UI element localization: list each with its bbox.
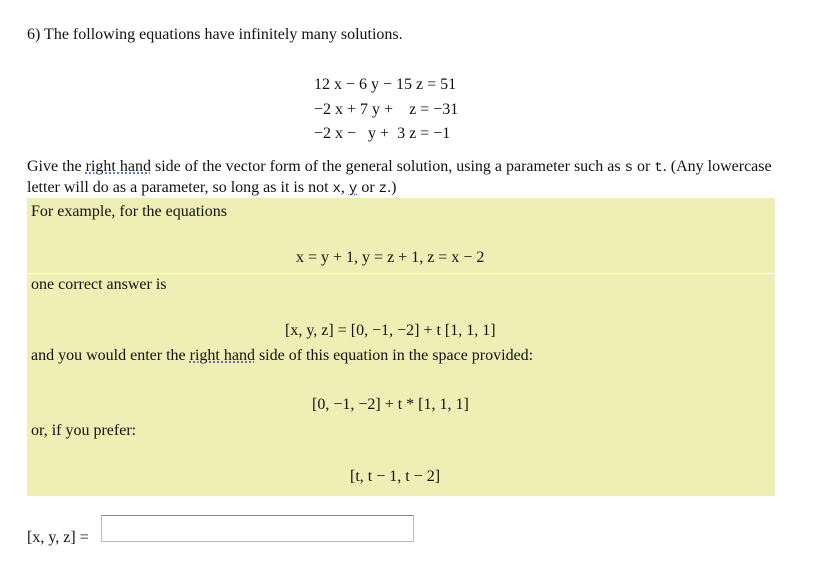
- variable-x: x: [332, 181, 341, 197]
- example-vector-form: [x, y, z] = [0, −1, −2] + t [1, 1, 1]: [285, 322, 496, 339]
- example-intro: For example, for the equations: [31, 203, 227, 220]
- instructions-part: side of the vector form of the general solution, using a parameter such as: [150, 158, 625, 175]
- enter-instruction-part: side of this equation in the space provided:: [254, 347, 534, 364]
- or-prefer-label: or, if you prefer:: [31, 422, 137, 439]
- variable-y: y: [348, 181, 358, 197]
- instructions-part: or: [633, 158, 655, 175]
- example-equations: x = y + 1, y = z + 1, z = x − 2: [296, 249, 485, 266]
- instructions-part: or: [357, 179, 379, 196]
- instructions-part: ,: [340, 179, 349, 196]
- parameter-t: t: [654, 160, 663, 176]
- instructions-part: . (Any lowercase letter will do as a parameter, so long as it is not: [27, 158, 772, 196]
- answer-label: [x, y, z] =: [27, 529, 89, 546]
- right-hand-link[interactable]: right hand: [85, 158, 151, 175]
- example-answer-1: [0, −1, −2] + t * [1, 1, 1]: [312, 396, 469, 413]
- enter-instruction-part: and you would enter the: [31, 347, 190, 364]
- instructions-part: Give the: [27, 158, 86, 175]
- system-equation-2: −2 x + 7 y + z = −31: [314, 101, 459, 118]
- answer-input[interactable]: [101, 515, 414, 542]
- example-answer-2: [t, t − 1, t − 2]: [350, 468, 441, 485]
- right-hand-link[interactable]: right hand: [189, 347, 255, 364]
- variable-z: z: [378, 181, 388, 197]
- instructions-text: [27, 157, 787, 199]
- system-equation-3: −2 x − y + 3 z = −1: [314, 125, 451, 142]
- parameter-s: s: [624, 160, 634, 176]
- enter-instruction: [31, 347, 533, 365]
- question-title: 6) The following equations have infinitely many solutions.: [27, 26, 403, 43]
- system-equation-1: 12 x − 6 y − 15 z = 51: [314, 76, 457, 93]
- instructions-part: .): [387, 179, 397, 196]
- example-divider: [27, 273, 775, 274]
- correct-answer-label: one correct answer is: [31, 276, 167, 293]
